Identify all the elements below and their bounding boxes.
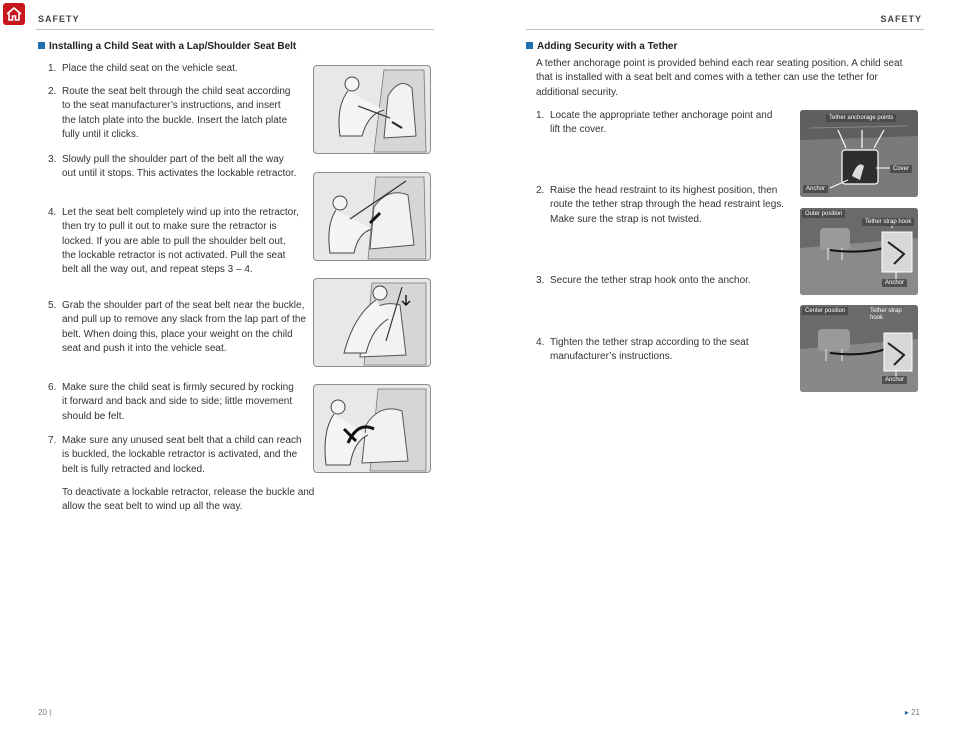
header-divider-right — [526, 29, 924, 30]
right-step-4: 4. Tighten the tether strap according to the seat manufacturer’s instructions. — [536, 337, 749, 363]
left-step-5: 5. Grab the shoulder part of the seat belt near the buckle, and pull up to remove any slack from the lap part of the belt. When doing this, place your weight on the child seat and push it into the vehicle seat. — [48, 300, 307, 354]
left-section-title: Installing a Child Seat with a Lap/Shoulder Seat Belt — [38, 41, 296, 52]
right-step-2: 2. Raise the head restraint to its highest position, then route the tether strap through the head restraint legs. Make sure the strap is not twisted. — [536, 185, 785, 225]
photo-center-position — [800, 305, 918, 392]
illustration-rock-seat — [313, 384, 431, 473]
label-tether-strap-hook-2: Tether strap hook — [870, 308, 902, 321]
label-outer-position: Outer position — [802, 210, 845, 218]
illustration-route-belt — [313, 172, 431, 261]
right-step-3: 3. Secure the tether strap hook onto the anchor. — [536, 275, 751, 286]
label-anchor-1: Anchor — [803, 185, 828, 193]
illustration-place-child-seat — [313, 65, 431, 154]
photo-outer-position — [800, 208, 918, 295]
label-anchor-2: Anchor — [882, 279, 907, 287]
home-icon — [3, 3, 25, 25]
left-step-3: 3. Slowly pull the shoulder part of the belt all the way out until it stops. This activates the lockable retractor. — [48, 154, 297, 180]
page-number-right: ▸ 21 — [904, 708, 920, 717]
right-section-title: Adding Security with a Tether — [526, 41, 677, 52]
left-step-1: 1. Place the child seat on the vehicle seat. — [48, 63, 238, 74]
page-number-left: 20 | — [38, 708, 52, 717]
label-center-position: Center position — [802, 307, 848, 315]
section-bullet-icon — [38, 42, 45, 49]
left-deactivate-note: To deactivate a lockable retractor, release the buckle and allow the seat belt to wind up all the way. — [62, 487, 315, 513]
photo-tether-anchorage-points — [800, 110, 918, 197]
left-step-2: 2. Route the seat belt through the child seat according to the seat manufacturer’s instructions, and insert the latch plate into the buckle. Insert the latch plate fully until it clicks. — [48, 86, 291, 140]
label-tether-strap-hook-1: Tether strap hook — [862, 218, 914, 226]
home-button[interactable] — [3, 3, 25, 25]
section-header-left: SAFETY — [38, 14, 80, 24]
label-tether-anchorage-points: Tether anchorage points — [826, 114, 896, 122]
right-step-1: 1. Locate the appropriate tether anchorage point and lift the cover. — [536, 110, 773, 136]
label-anchor-3: Anchor — [882, 376, 907, 384]
label-cover: Cover — [890, 165, 912, 173]
header-divider-left — [36, 29, 434, 30]
section-bullet-icon — [526, 42, 533, 49]
page-marker-icon: ▸ — [904, 708, 909, 717]
section-header-right: SAFETY — [880, 14, 922, 24]
left-step-7: 7. Make sure any unused seat belt that a child can reach is buckled, the lockable retractor is activated, and the belt is fully retracted and locked. — [48, 435, 302, 475]
illustration-pull-slack — [313, 278, 431, 367]
left-step-6: 6. Make sure the child seat is firmly secured by rocking it forward and back and side to side; little movement should be felt. — [48, 382, 294, 422]
tether-intro: A tether anchorage point is provided behind each rear seating position. A child seat that is installed with a seat belt and comes with a tether can use the tether for additional security. — [536, 58, 903, 98]
left-step-4: 4. Let the seat belt completely wind up into the retractor, then try to pull it out to make sure the retractor is locked. If you are able to pull the shoulder belt out, the lockable retractor is not activated. Pull the seat belt all the way out, and repeat steps 3 – 4. — [48, 207, 299, 276]
